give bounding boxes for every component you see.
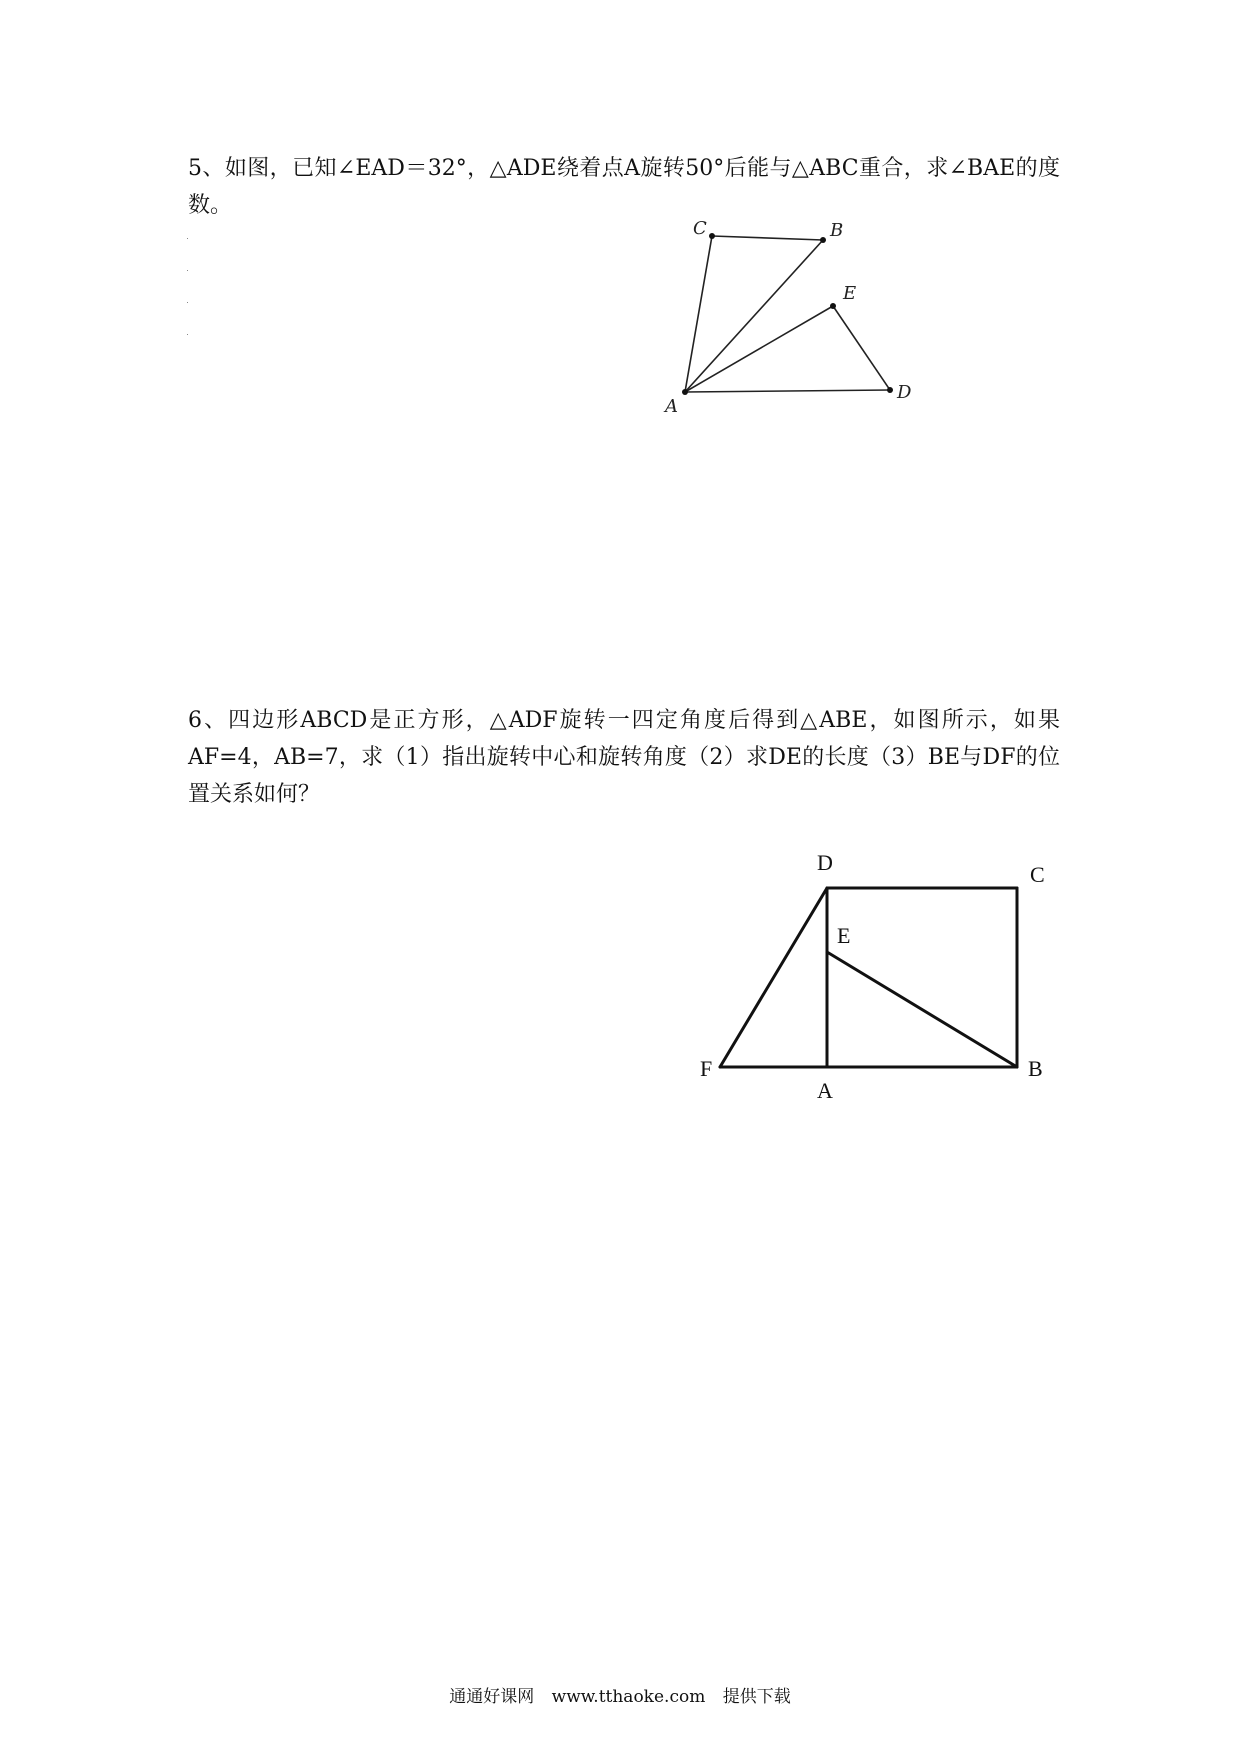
label-a: A xyxy=(817,1078,833,1103)
point-a xyxy=(682,389,688,395)
label-b: B xyxy=(830,220,844,241)
problem-5-text: 5、如图，已知∠EAD＝32°，△ADE绕着点A旋转50°后能与△ABC重合，求∠BAE的度数。 xyxy=(188,156,1060,218)
point-c xyxy=(709,233,715,239)
point-e xyxy=(830,303,836,309)
margin-dots xyxy=(187,238,191,366)
point-d xyxy=(887,387,893,393)
label-d: D xyxy=(817,850,833,875)
footer-url[interactable]: www.tthaoke.com xyxy=(551,1687,706,1707)
segment-ac xyxy=(685,236,712,392)
label-f: F xyxy=(700,1056,713,1081)
segment-ae xyxy=(685,306,833,392)
segment-ad xyxy=(685,390,890,392)
problem-6-figure xyxy=(690,840,1070,1110)
segment-ed xyxy=(833,306,890,390)
page-footer xyxy=(0,1682,1240,1707)
label-e: E xyxy=(843,283,857,304)
label-e: E xyxy=(837,923,851,948)
label-d: D xyxy=(897,382,912,403)
problem-5-figure xyxy=(655,212,940,417)
label-b: B xyxy=(1028,1056,1043,1081)
point-b xyxy=(820,237,826,243)
square-rotation-diagram xyxy=(690,840,1070,1110)
label-c: C xyxy=(693,218,707,239)
segment-ab xyxy=(685,240,823,392)
footer-suffix: 提供下载 xyxy=(722,1687,791,1707)
segment-cb xyxy=(712,236,823,240)
footer-site-name: 通通好课网 xyxy=(449,1687,535,1707)
label-a: A xyxy=(665,396,678,417)
segment-eb xyxy=(827,952,1017,1067)
rotation-triangles-diagram xyxy=(655,212,940,417)
label-c: C xyxy=(1030,862,1045,887)
segment-fd xyxy=(720,888,827,1067)
problem-6-text: 6、四边形ABCD是正方形，△ADF旋转一四定角度后得到△ABE，如图所示，如果AF=4，AB=7，求（1）指出旋转中心和旋转角度（2）求DE的长度（3）BE与DF的位置关系如何？ xyxy=(188,708,1060,807)
